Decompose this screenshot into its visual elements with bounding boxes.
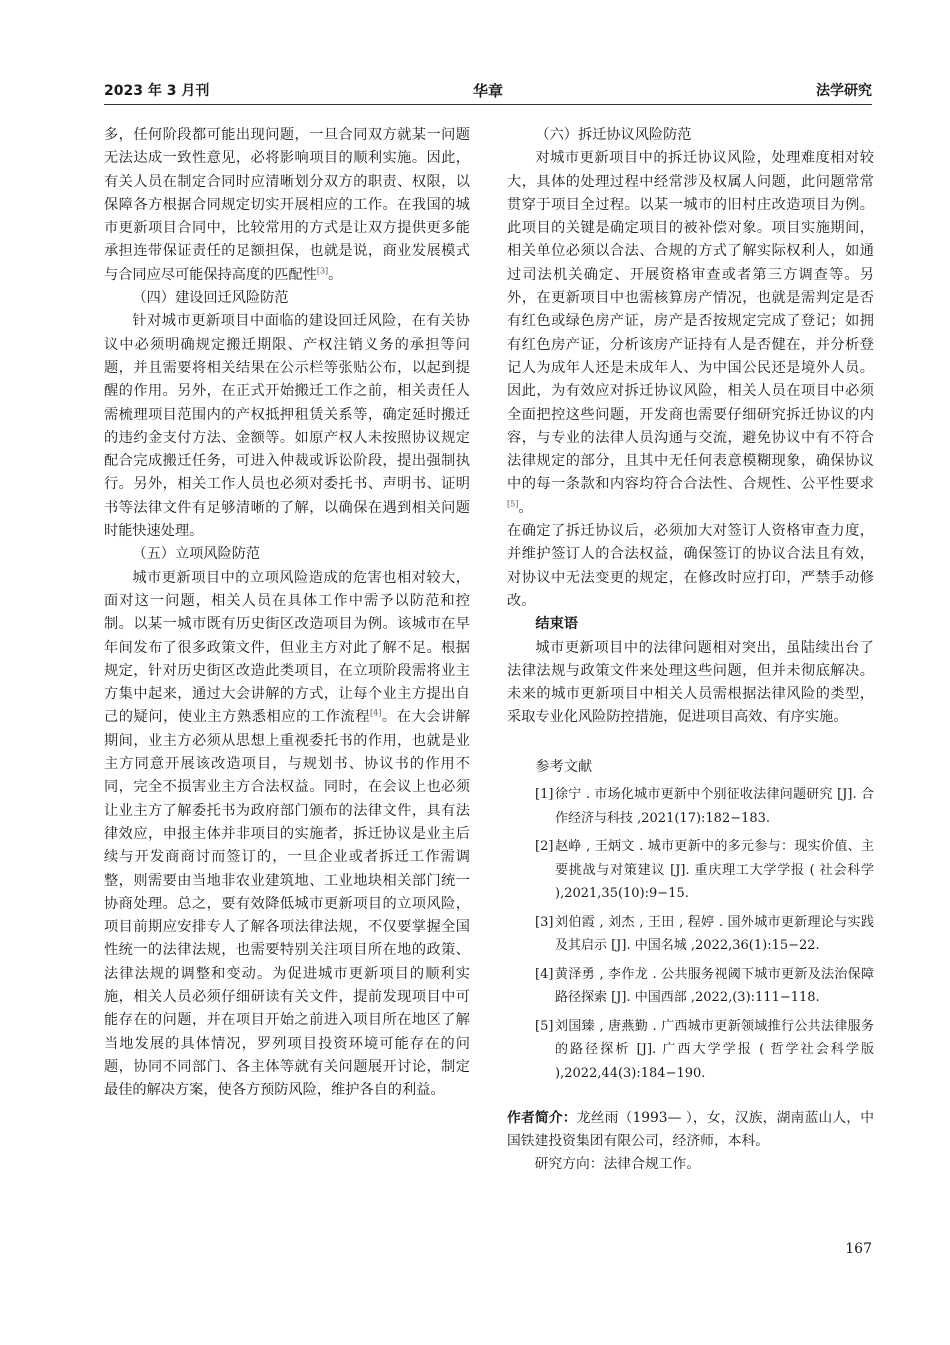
paragraph: 对城市更新项目中的拆迁协议风险，处理难度相对较大，具体的处理过程中经常涉及权属人问题，此问题常常贯穿于项目全过程。以某一城市的旧村庄改造项目为例。此项目的关键是确定项目的被补偿对象。项目实施期间，相关单位必须以合法、合规的方式了解实际权利人，如通过司法机关确定、开展资格审查或者第三方调查等。另外，在更新项目中也需核算房产情况，也就是需判定是否有红色或绿色房产证，房产是否按规定完成了登记；如拥有红色房产证，分析该房产证持有人是否健在，并分析登记人为成年人还是未成年人、为中国公民还是境外人员。因此，为有效应对拆迁协议风险，相关人员在项目中必须全面把控这些问题，开发商也需要仔细研究拆迁协议的内容，与专业的法律人员沟通与交流，避免协议中有不符合法律规定的部分，且其中无任何表意模糊现象，确保协议中的每一条款和内容均符合合法性、合规性、公平性要求[5]。 <box>507 150 874 516</box>
paragraph: 城市更新项目中的立项风险造成的危害也相对较大，面对这一问题，相关人员在具体工作中需予以防范和控制。以某一城市既有历史街区改造项目为例。该城市在早年间发布了很多政策文件，但业主方对此了解不足。根据规定，针对历史街区改造此类项目，在立项阶段需将业主方集中起来，通过大会讲解的方式，让每个业主方提出自己的疑问，使业主方熟悉相应的工作流程[4]。在大会讲解期间，业主方必须从思想上重视委托书的作用，也就是业主方同意开展该改造项目，与规划书、协议书的作用不同，完全不损害业主方合法权益。同时，在会议上也必须让业主方了解委托书为政府部门颁布的法律文件，具有法律效应，申报主体并非项目的实施者，拆迁协议是业主后续与开发商商讨而签订的，一旦企业或者拆迁工作需调整，则需要由当地非农业建筑地、工业地块相关部门统一协商处理。总之，要有效降低城市更新项目的立项风险，项目前期应安排专人了解各项法律法规，不仅要掌握全国性统一的法律法规，也需要特别关注项目所在地的政策、法律法规的调整和变动。为促进城市更新项目的顺利实施，相关人员必须仔细研读有关文件，提前发现项目中可能存在的问题，并在项目开始之前进入项目所在地区了解当地发展的具体情况，罗列项目投资环境可能存在的问题，协同不同部门、各主体等就有关问题展开讨论，制定最佳的解决方案，使各方预防风险，维护各自的利益。 <box>104 569 470 1099</box>
running-header <box>104 80 872 106</box>
right-column <box>507 124 874 1176</box>
paragraph: 城市更新项目中的法律问题相对突出，虽陆续出台了法律法规与政策文件来处理这些问题，但并未彻底解决。未来的城市更新项目中相关人员需根据法律风险的类型，采取专业化风险防控措施，促进项目高效、有序实施。 <box>507 639 874 726</box>
section-heading: （四）建设回迁风险防范 <box>132 290 289 307</box>
citation[interactable]: [5] <box>507 499 519 509</box>
section-heading: （六）拆迁协议风险防范 <box>535 127 692 143</box>
section-title: 法学研究 <box>816 83 872 99</box>
header-rule <box>104 104 872 105</box>
section-heading: （五）立项风险防范 <box>132 546 261 563</box>
reference-item: [1] 徐宁 . 市场化城市更新中个别征收法律问题研究 [J]. 合作经济与科技 ,2021(17):182−183. <box>535 787 874 826</box>
left-column <box>104 124 470 1102</box>
citation[interactable]: [4] <box>369 708 382 718</box>
conclusion-heading: 结束语 <box>535 616 578 633</box>
paragraph: 针对城市更新项目中面临的建设回迁风险，在有关协议中必须明确规定搬迁期限、产权注销义务的承担等问题，并且需要将相关结果在公示栏等张贴公布，以起到提醒的作用。另外，在正式开始搬迁工作之前，相关责任人需梳理项目范围内的产权抵押租赁关系等，确定延时搬迁的违约金支付方法、金额等。如原产权人未按照协议规定配合完成搬迁任务，可进入仲裁或诉讼阶段，提出强制执行。另外，相关工作人员也必须对委托书、声明书、证明书等法律文件有足够清晰的了解，以确保在遇到相关问题时能快速处理。 <box>104 313 470 540</box>
reference-item: [5] 刘国臻 , 唐燕勤 . 广西城市更新领域推行公共法律服务的路径探析 [J]. 广西大学学报 ( 哲学社会科学版 ),2022,44(3):184−190. <box>535 1018 874 1081</box>
journal-logo: 华章 <box>472 82 503 100</box>
citation[interactable]: [3] <box>316 266 329 276</box>
research-direction: 研究方向：法律合规工作。 <box>534 1156 701 1173</box>
reference-item: [3] 刘伯霞 , 刘杰 , 王田 , 程婷 . 国外城市更新理论与实践及其启示 [J]. 中国名城 ,2022,36(1):15−22. <box>535 914 874 954</box>
page-number: 167 <box>845 1241 872 1257</box>
references-heading: 参考文献 <box>535 758 593 775</box>
reference-item: [4] 黄泽勇 , 李作龙 . 公共服务视阈下城市更新及法治保障路径探索 [J]. 中国西部 ,2022,(3):111−118. <box>535 966 874 1006</box>
paragraph: 在确定了拆迁协议后，必须加大对签订人资格审查力度，并维护签订人的合法权益，确保签订的协议合法且有效，对协议中无法变更的规定，在修改时应打印，严禁手动修改。 <box>507 523 874 609</box>
paragraph: 多，任何阶段都可能出现问题，一旦合同双方就某一问题无法达成一致性意见，必将影响项目的顺利实施。因此，有关人员在制定合同时应清晰划分双方的职责、权限，以保障各方根据合同规定切实开展相应的工作。在我国的城市更新项目合同中，比较常用的方式是让双方提供更多能承担连带保证责任的足额担保，也就是说，商业发展模式与合同应尽可能保持高度的匹配性[3]。 <box>104 127 470 283</box>
issue-date: 2023 年 3 月刊 <box>104 83 210 99</box>
reference-item: [2] 赵峥 , 王炳文 . 城市更新中的多元参与：现实价值、主要挑战与对策建议 [J]. 重庆理工大学学报 ( 社会科学 ),2021,35(10):9−15. <box>535 839 874 902</box>
reference-list <box>507 783 874 1085</box>
author-label: 作者简介： <box>507 1110 577 1127</box>
author-bio: 作者简介：龙丝雨（1993— ），女，汉族，湖南蓝山人，中国铁建投资集团有限公司，经济师，本科。 <box>507 1110 874 1150</box>
